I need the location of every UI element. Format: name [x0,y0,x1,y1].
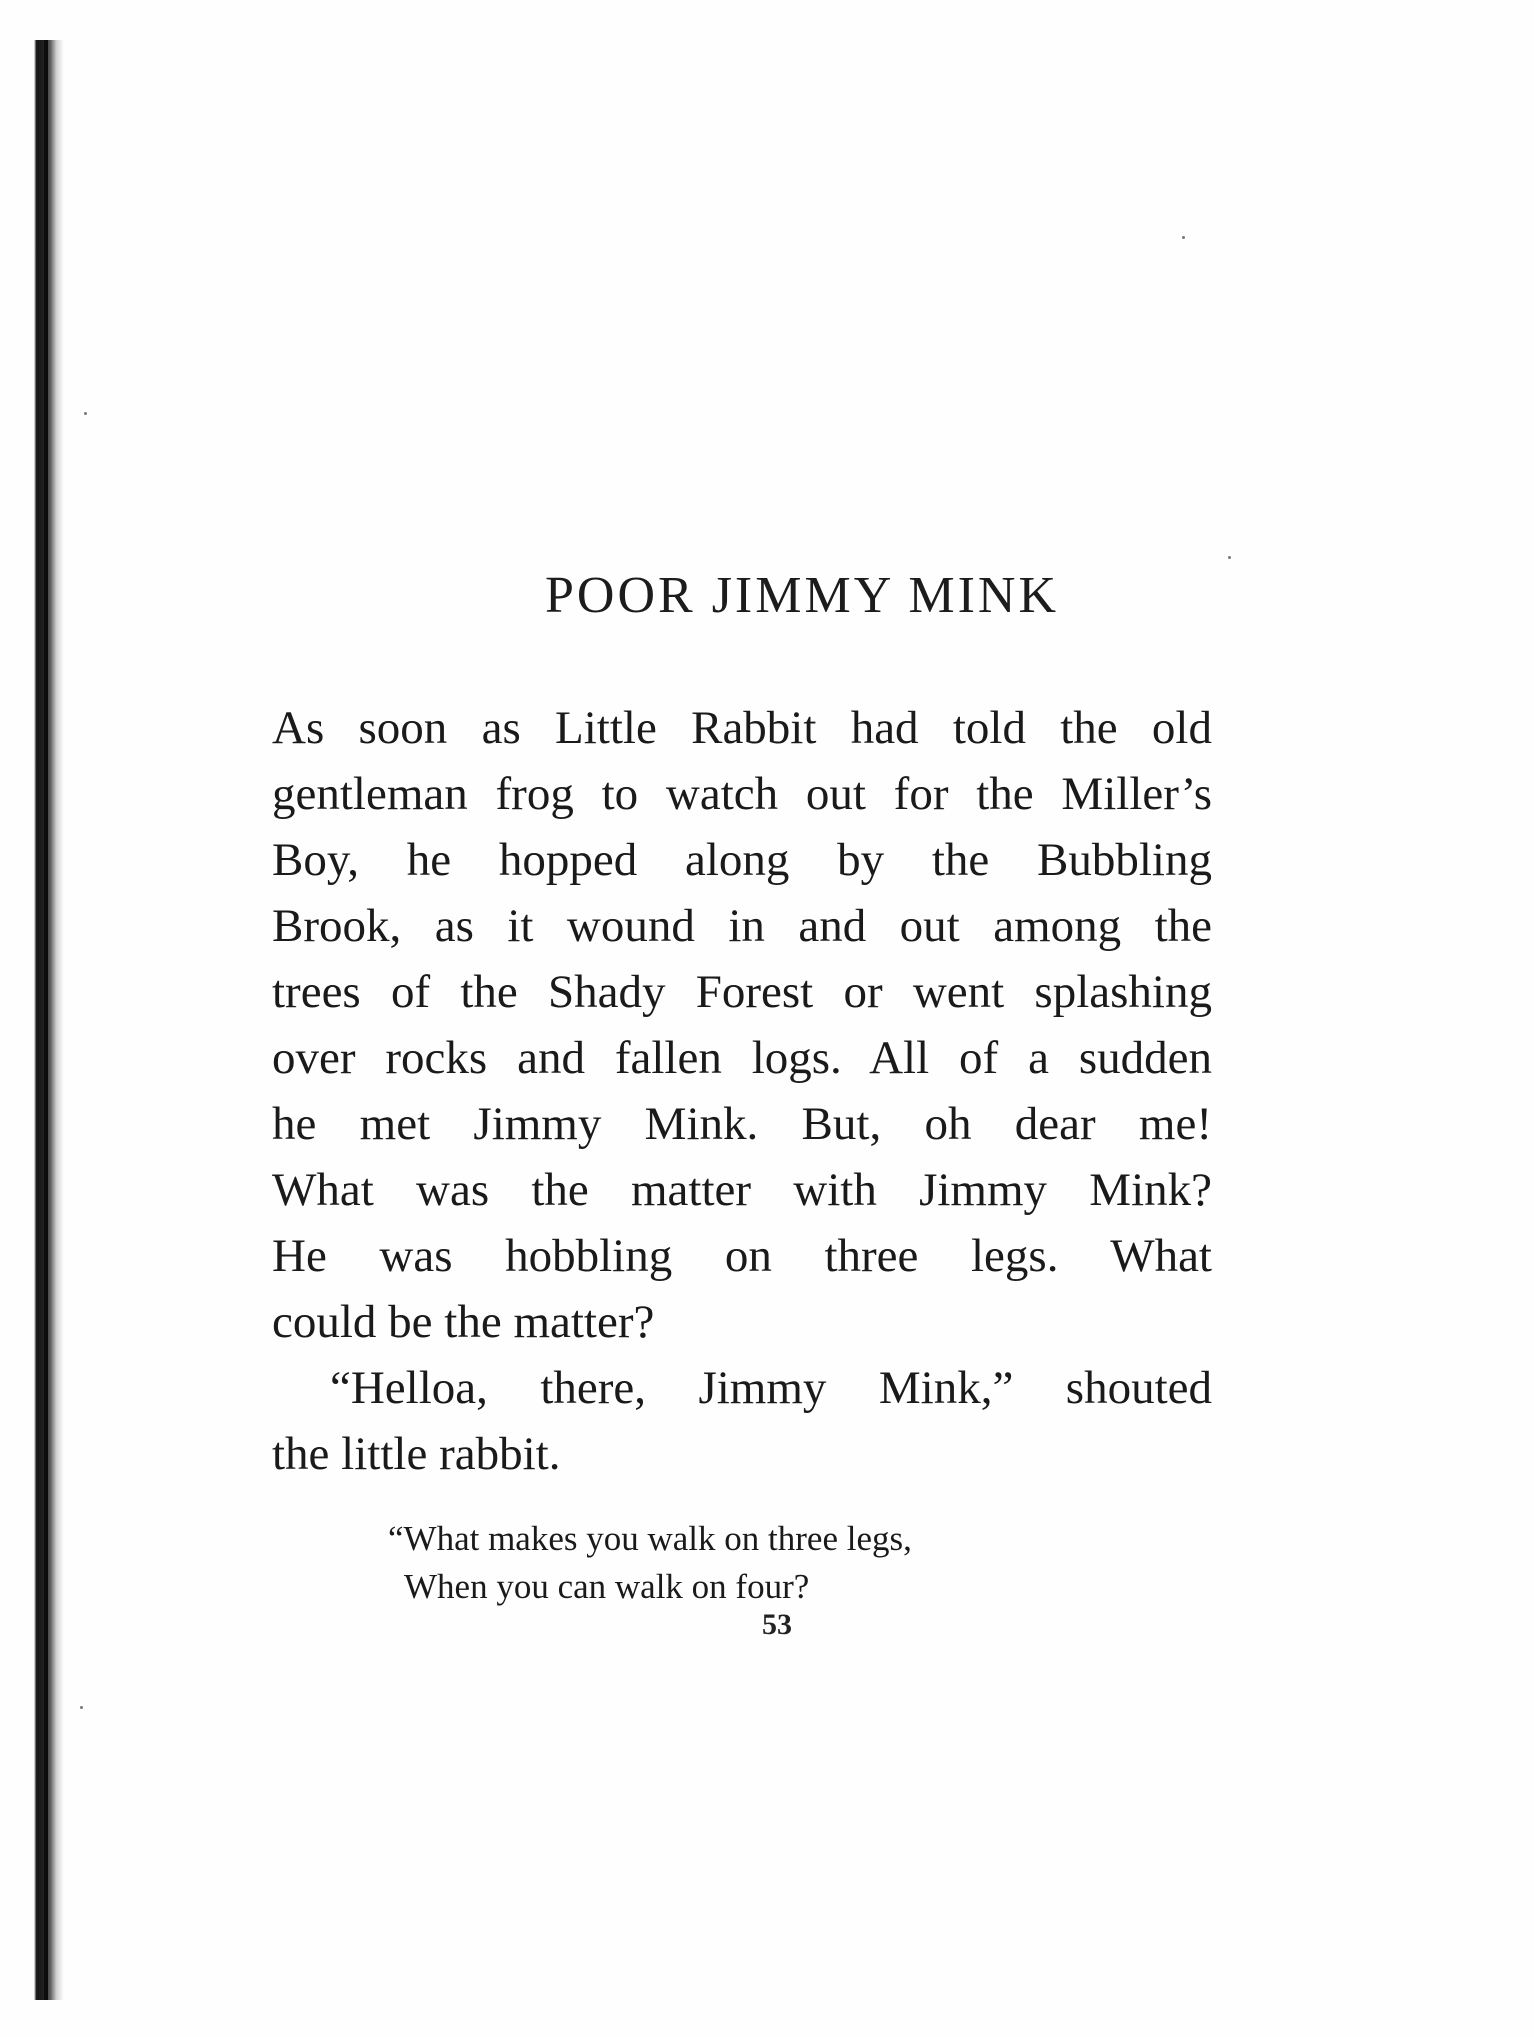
body-text [272,695,1212,1487]
body-line: the little rabbit. [272,1428,561,1480]
body-line: Boy, he hopped along by the Bubbling [272,834,1212,886]
body-line: trees of the Shady Forest or went splashing [272,966,1212,1018]
verse-line: When you can walk on four? [404,1567,810,1606]
verse-block [388,1515,912,1611]
body-line: He was hobbling on three legs. What [272,1230,1212,1282]
body-line: over rocks and fallen logs. All of a sudden [272,1032,1212,1084]
paper-speck [1182,236,1185,239]
verse-line: “What makes you walk on three legs, [388,1519,912,1558]
paper-speck [1228,556,1231,559]
page-number: 53 [762,1608,792,1641]
body-line: Brook, as it wound in and out among the [272,900,1212,952]
body-line: “Helloa, there, Jimmy Mink,” shouted [330,1362,1212,1414]
chapter-title: POOR JIMMY MINK [544,567,1059,624]
body-line: he met Jimmy Mink. But, oh dear me! [272,1098,1212,1150]
body-line: gentleman frog to watch out for the Miller’s [272,768,1212,820]
body-line: What was the matter with Jimmy Mink? [272,1164,1212,1216]
body-line: could be the matter? [272,1296,655,1348]
paper-speck [84,412,87,415]
binding-shadow [34,40,64,2000]
body-line: As soon as Little Rabbit had told the old [272,702,1212,754]
paper-speck [80,1706,83,1709]
